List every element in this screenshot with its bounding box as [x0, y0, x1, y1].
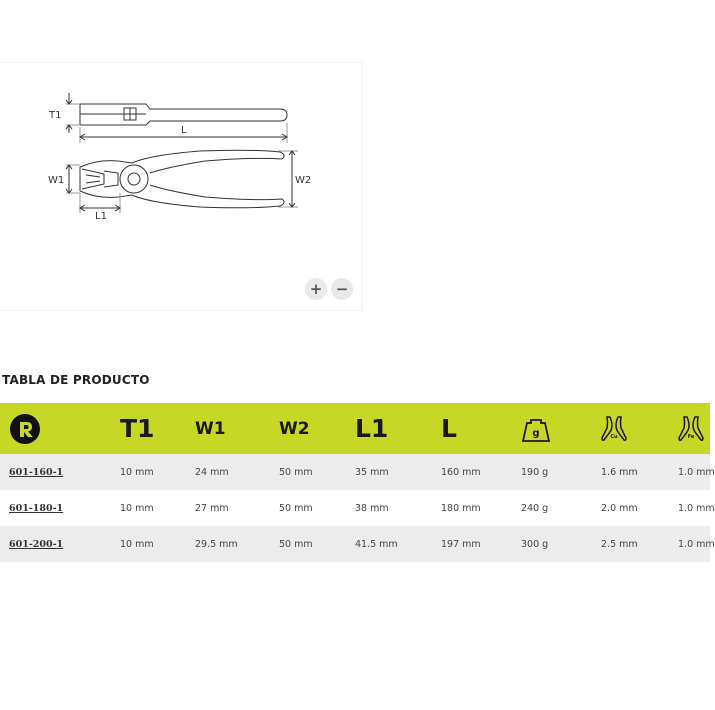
- l-cell: 160 mm: [441, 454, 521, 490]
- t1-dimension: [66, 93, 80, 133]
- weight-column-header: [521, 403, 601, 454]
- t1-cell: 10 mm: [120, 526, 195, 562]
- svg-text:Fe: Fe: [687, 433, 695, 440]
- wire-cutting-icon: [678, 414, 704, 444]
- l-cell: 197 mm: [441, 526, 521, 562]
- weight-cell: 190 g: [521, 454, 601, 490]
- l1-cell: 35 mm: [355, 454, 441, 490]
- w1-label: W1: [48, 175, 65, 186]
- svg-text:Cu: Cu: [610, 433, 618, 440]
- fe-column-header: [678, 403, 710, 454]
- cut-cell: 2.5 mm: [601, 526, 678, 562]
- w1-dimension: [66, 165, 80, 193]
- zoom-in-button[interactable]: +: [305, 278, 327, 300]
- w1-cell: 24 mm: [195, 454, 279, 490]
- w1-column-header: W1: [195, 403, 279, 454]
- weight-icon: [521, 414, 551, 444]
- w2-label: W2: [295, 175, 312, 186]
- pliers-technical-drawing: [0, 63, 363, 312]
- svg-text:g: g: [532, 427, 540, 439]
- l-column-header: L: [441, 403, 521, 454]
- l1-cell: 38 mm: [355, 490, 441, 526]
- l1-cell: 41.5 mm: [355, 526, 441, 562]
- zoom-out-button[interactable]: −: [331, 278, 353, 300]
- ref-column-header: [0, 403, 120, 454]
- fe-cell: 1.0 mm: [678, 526, 710, 562]
- pliers-top-view: [80, 150, 284, 208]
- fe-cell: 1.0 mm: [678, 454, 710, 490]
- w2-cell: 50 mm: [279, 454, 355, 490]
- w2-column-header: W2: [279, 403, 355, 454]
- w2-cell: 50 mm: [279, 490, 355, 526]
- table-header-row: [0, 403, 710, 454]
- table-row: [0, 490, 710, 526]
- product-ref-link[interactable]: 601-200-1: [0, 526, 120, 562]
- technical-drawing-viewer: [0, 62, 363, 311]
- t1-column-header: T1: [120, 403, 195, 454]
- cutting-capacity-icon: [601, 414, 627, 444]
- t1-cell: 10 mm: [120, 490, 195, 526]
- w2-cell: 50 mm: [279, 526, 355, 562]
- brand-logo-icon: [9, 413, 41, 445]
- l1-label: L1: [95, 211, 107, 222]
- l-label: L: [181, 125, 187, 136]
- product-table: [0, 403, 715, 562]
- fe-cell: 1.0 mm: [678, 490, 710, 526]
- product-ref-link[interactable]: 601-180-1: [0, 490, 120, 526]
- l1-column-header: L1: [355, 403, 441, 454]
- l1-dimension: [80, 193, 120, 213]
- t1-label: T1: [49, 110, 62, 121]
- table-row: [0, 526, 710, 562]
- pliers-side-view: [80, 104, 287, 125]
- l-cell: 180 mm: [441, 490, 521, 526]
- t1-cell: 10 mm: [120, 454, 195, 490]
- weight-cell: 240 g: [521, 490, 601, 526]
- product-ref-link[interactable]: 601-160-1: [0, 454, 120, 490]
- cut-cell: 1.6 mm: [601, 454, 678, 490]
- cut-column-header: [601, 403, 678, 454]
- cut-cell: 2.0 mm: [601, 490, 678, 526]
- w1-cell: 29.5 mm: [195, 526, 279, 562]
- table-row: [0, 454, 710, 490]
- w1-cell: 27 mm: [195, 490, 279, 526]
- section-title: TABLA DE PRODUCTO: [2, 373, 150, 387]
- weight-cell: 300 g: [521, 526, 601, 562]
